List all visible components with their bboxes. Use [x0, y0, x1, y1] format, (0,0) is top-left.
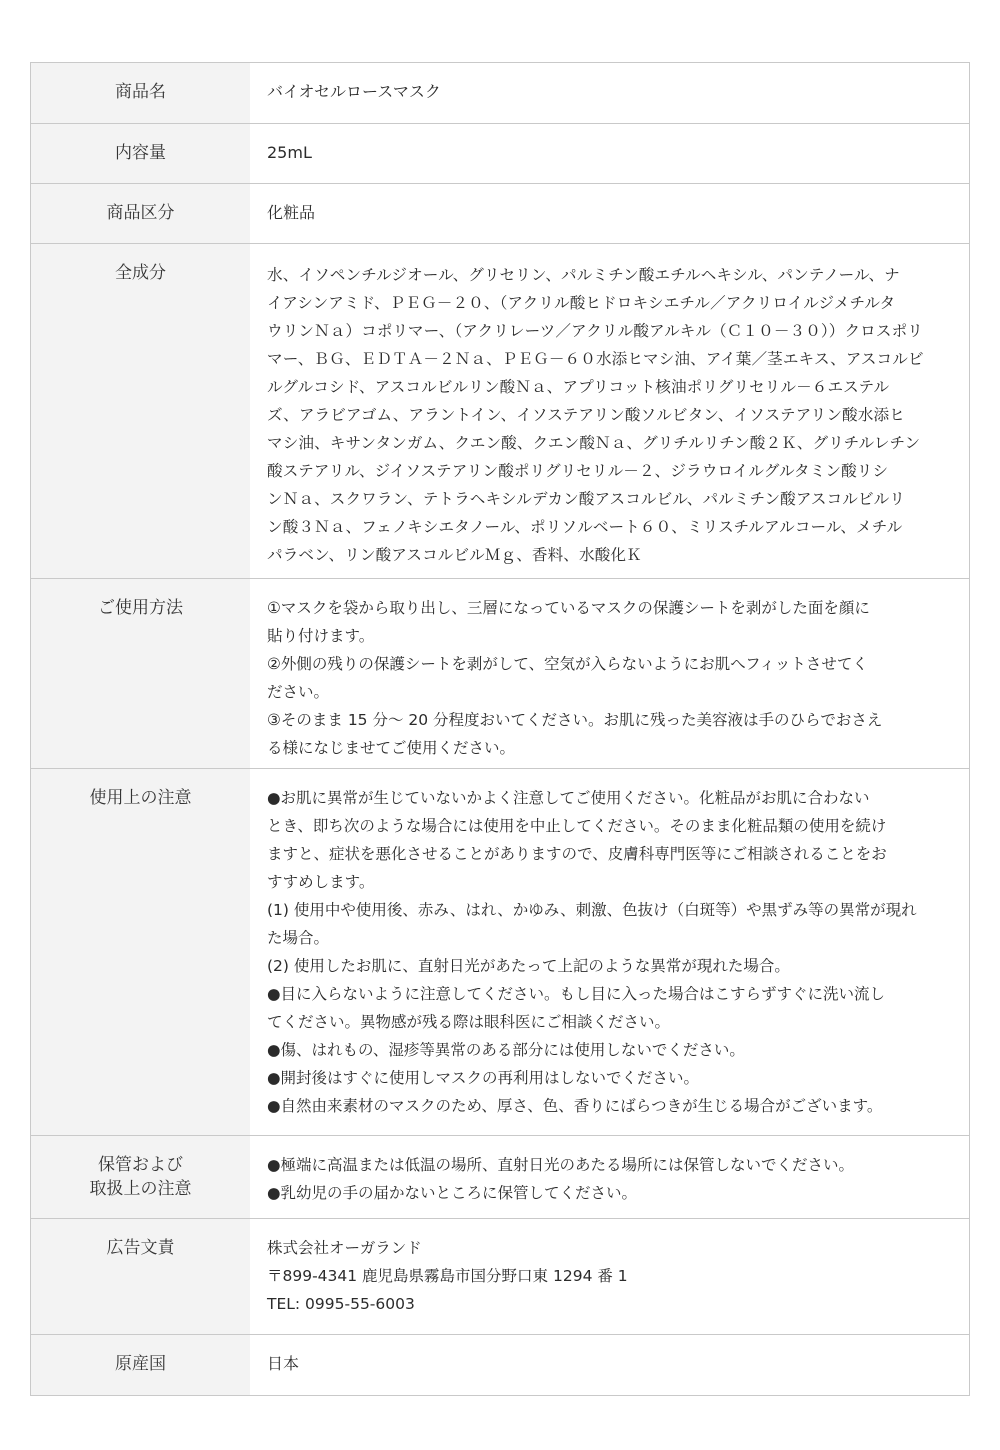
storage-value — [250, 1136, 969, 1218]
category-value: 化粧品 — [267, 203, 316, 222]
origin-value: 日本 — [267, 1354, 300, 1373]
usage-line: 貼り付けます。 — [267, 627, 375, 645]
storage-line: ●乳幼児の手の届かないところに保管してください。 — [267, 1184, 638, 1202]
caution-line: (2) 使用したお肌に、直射日光があたって上記のような異常が現れた場合。 — [267, 957, 790, 975]
usage-line: ださい。 — [267, 683, 330, 701]
caution-line: ●開封後はすぐに使用しマスクの再利用はしないでください。 — [267, 1069, 700, 1087]
ingredients-line: マー、ＢＧ、ＥＤＴＡ－２Ｎａ、ＰＥＧ－６０水添ヒマシ油、アイ葉／茎エキス、アスコルビ — [267, 350, 924, 368]
caution-line: てください。異物感が残る際は眼科医にご相談ください。 — [267, 1013, 671, 1031]
usage-value — [250, 579, 969, 768]
ingredients-line: パラベン、リン酸アスコルビルＭｇ、香料、水酸化Ｋ — [267, 546, 642, 564]
row-usage — [31, 579, 969, 769]
volume-label: 内容量 — [31, 124, 250, 183]
caution-line: とき、即ち次のような場合には使用を中止してください。そのまま化粧品類の使用を続け — [267, 817, 887, 835]
caution-line: ●目に入らないように注意してください。もし目に入った場合はこすらずすぐに洗い流し — [267, 985, 886, 1003]
row-caution — [31, 769, 969, 1136]
storage-label-line: 取扱上の注意 — [89, 1179, 192, 1199]
advertiser-value — [250, 1219, 969, 1334]
ingredients-label: 全成分 — [31, 244, 250, 578]
advertiser-phone: TEL: 0995-55-6003 — [267, 1295, 415, 1313]
storage-line: ●極端に高温または低温の場所、直射日光のあたる場所には保管しないでください。 — [267, 1156, 855, 1174]
ingredients-line: マシ油、キサンタンガム、クエン酸、クエン酸Ｎａ、グリチルリチン酸２Ｋ、グリチルレチン — [267, 434, 921, 452]
caution-line: ●お肌に異常が生じていないかよく注意してご使用ください。化粧品がお肌に合わない — [267, 789, 870, 807]
usage-line: る様になじませてご使用ください。 — [267, 739, 516, 757]
ingredients-line: ンＮａ、スクワラン、テトラヘキシルデカン酸アスコルビル、パルミチン酸アスコルビルリ — [267, 490, 906, 508]
caution-value — [250, 769, 969, 1135]
storage-label — [31, 1136, 250, 1218]
ingredients-line: ン酸３Ｎａ、フェノキシエタノール、ポリソルベート６０、ミリスチルアルコール、メチル — [267, 518, 903, 536]
usage-line: ③そのまま 15 分～ 20 分程度おいてください。お肌に残った美容液は手のひらでおさえ — [267, 711, 883, 729]
caution-line: ●自然由来素材のマスクのため、厚さ、色、香りにばらつきが生じる場合がございます。 — [267, 1097, 883, 1115]
ingredients-value — [250, 244, 969, 578]
advertiser-label: 広告文責 — [31, 1219, 250, 1334]
ingredients-line: 水、イソペンチルジオール、グリセリン、パルミチン酸エチルヘキシル、パンテノール、ナ — [267, 266, 900, 284]
row-ingredients — [31, 244, 969, 579]
category-label: 商品区分 — [31, 184, 250, 243]
caution-line: (1) 使用中や使用後、赤み、はれ、かゆみ、刺激、色抜け（白斑等）や黒ずみ等の異常が現れ — [267, 901, 917, 919]
volume-value: 25mL — [267, 143, 312, 162]
product-name-value: バイオセルロースマスク — [267, 82, 441, 101]
advertiser-company: 株式会社オーガランド — [267, 1239, 422, 1257]
origin-label: 原産国 — [31, 1335, 250, 1395]
row-storage — [31, 1136, 969, 1219]
caution-label: 使用上の注意 — [31, 769, 250, 1135]
usage-line: ②外側の残りの保護シートを剥がして、空気が入らないようにお肌へフィットさせてく — [267, 655, 868, 673]
product-name-label: 商品名 — [31, 63, 250, 123]
ingredients-line: ウリンＮａ）コポリマー、（アクリレーツ／アクリル酸アルキル（Ｃ１０－３０））クロスポリ — [267, 322, 923, 340]
caution-line: ますと、症状を悪化させることがありますので、皮膚科専門医等にご相談されることをお — [267, 845, 887, 863]
row-advertiser — [31, 1219, 969, 1335]
usage-label: ご使用方法 — [31, 579, 250, 768]
advertiser-address: 〒899-4341 鹿児島県霧島市国分野口東 1294 番 1 — [267, 1267, 628, 1285]
row-volume — [31, 124, 969, 184]
caution-line: た場合。 — [267, 929, 330, 947]
product-spec-table — [30, 62, 970, 1396]
ingredients-line: ルグルコシド、アスコルビルリン酸Ｎａ、アプリコット核油ポリグリセリル－６エステル — [267, 378, 890, 396]
row-product-name — [31, 63, 969, 124]
ingredients-line: イアシンアミド、ＰＥＧ－２０、（アクリル酸ヒドロキシエチル／アクリロイルジメチルタ — [267, 294, 896, 312]
storage-label-line: 保管および — [98, 1155, 183, 1175]
usage-line: ①マスクを袋から取り出し、三層になっているマスクの保護シートを剥がした面を顔に — [267, 599, 870, 617]
caution-line: ●傷、はれもの、湿疹等異常のある部分には使用しないでください。 — [267, 1041, 745, 1059]
ingredients-line: ズ、アラビアゴム、アラントイン、イソステアリン酸ソルビタン、イソステアリン酸水添ヒ — [267, 406, 905, 424]
row-origin — [31, 1335, 969, 1396]
row-category — [31, 184, 969, 244]
ingredients-line: 酸ステアリル、ジイソステアリン酸ポリグリセリル－２、ジラウロイルグルタミン酸リシ — [267, 462, 889, 480]
caution-line: すすめします。 — [267, 873, 375, 891]
